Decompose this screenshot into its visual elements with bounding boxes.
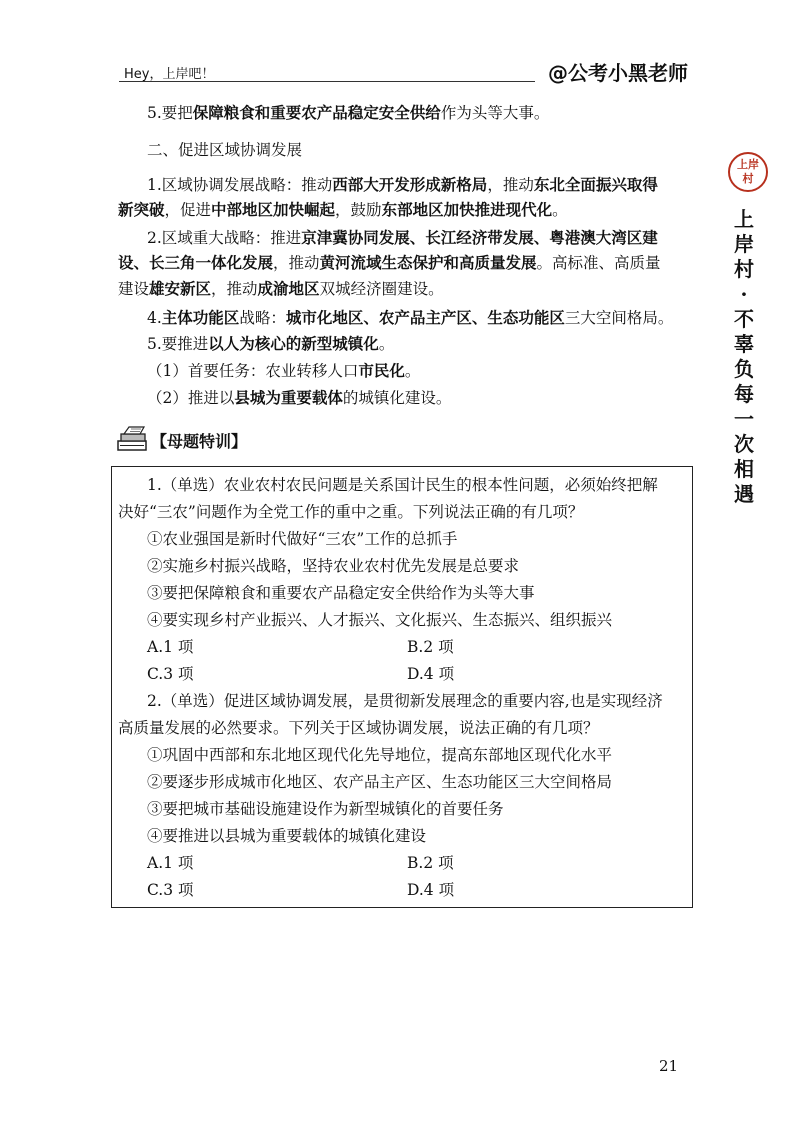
body-line <box>147 226 658 248</box>
body-line <box>147 359 420 381</box>
text-run: 4. <box>147 309 162 327</box>
bold-run: 主体功能区 <box>161 308 240 327</box>
text-run: （2）推进以 <box>147 389 235 407</box>
bold-run: 县城为重要载体 <box>234 388 343 407</box>
question-stem: 高质量发展的必然要求。下列关于区域协调发展，说法正确的有几项？ <box>118 719 599 737</box>
bold-run: 东部地区加快推进现代化 <box>381 200 553 219</box>
side-logo <box>728 152 768 192</box>
bold-run: 设、长三角一体化发展 <box>118 253 274 272</box>
bold-run: 保障粮食和重要农产品稳定安全供给 <box>192 103 441 122</box>
statement: ④要推进以县城为重要载体的城镇化建设 <box>147 827 427 845</box>
body-line <box>147 101 549 123</box>
answer-option: A.1 项 <box>147 638 194 656</box>
body-line <box>118 277 444 299</box>
text-run: 。 <box>552 201 568 219</box>
books-icon <box>116 424 150 454</box>
side-slogan-char: 辜 <box>734 332 754 356</box>
text-run: 1.区域协调发展战略：推动 <box>147 176 333 194</box>
bold-run: 京津冀协同发展、长江经济带发展、粤港澳大湾区建 <box>301 228 658 247</box>
side-logo-bottom-text: 村 <box>742 172 754 185</box>
bold-run: 东北全面振兴取得 <box>533 175 658 194</box>
bold-run: 以人为核心的新型城镇化 <box>208 334 379 353</box>
text-run: ，推动 <box>273 254 320 272</box>
statement: ③要把保障粮食和重要农产品稳定安全供给作为头等大事 <box>147 584 535 602</box>
answer-option: C.3 项 <box>147 881 194 899</box>
statement: ②要逐步形成城市化地区、农产品主产区、生态功能区三大空间格局 <box>147 773 613 791</box>
bold-run: 新突破 <box>118 200 165 219</box>
body-line <box>147 332 394 354</box>
side-slogan-char: 不 <box>734 307 754 331</box>
text-run: ，推动 <box>211 280 258 298</box>
text-run: 。 <box>378 335 395 353</box>
bold-run: 中部地区加快崛起 <box>211 200 336 219</box>
bold-run: 成渝地区 <box>257 279 320 298</box>
body-line <box>147 173 658 195</box>
section-heading: 二、促进区域协调发展 <box>147 141 303 159</box>
text-run: 5.要把 <box>147 104 193 122</box>
question-stem: 2.（单选）促进区域协调发展，是贯彻新发展理念的重要内容,也是实现经济 <box>147 692 663 710</box>
answer-option: D.4 项 <box>407 665 455 683</box>
bold-run: 城市化地区、农产品主产区、生态功能区 <box>285 308 565 327</box>
answer-option: B.2 项 <box>407 854 454 872</box>
answer-option: A.1 项 <box>147 854 194 872</box>
side-slogan-char: 村 <box>734 257 754 281</box>
text-run: 的城镇化建设。 <box>342 389 452 407</box>
statement: ①农业强国是新时代做好“三农”工作的总抓手 <box>147 530 458 548</box>
header-rule <box>119 81 535 82</box>
question-stem: 决好“三农”问题作为全党工作的重中之重。下列说法正确的有几项？ <box>118 503 584 521</box>
body-line <box>147 306 673 328</box>
text-run: （1）首要任务：农业转移人口 <box>147 362 359 380</box>
header-left-text: Hey，上岸吧！ <box>124 67 215 82</box>
side-slogan-char: 负 <box>734 357 754 381</box>
body-line <box>118 198 568 220</box>
side-slogan-char: 每 <box>734 382 754 406</box>
bold-run: 黄河流域生态保护和高质量发展 <box>319 253 537 272</box>
text-run: 建设 <box>118 280 150 298</box>
text-run: 5.要推进 <box>147 335 209 353</box>
side-slogan-char: 上 <box>734 207 754 231</box>
body-line <box>118 251 661 273</box>
statement: ③要把城市基础设施建设作为新型城镇化的首要任务 <box>147 800 504 818</box>
text-run: 。 <box>404 362 421 380</box>
text-run: 作为头等大事。 <box>440 104 550 122</box>
text-run: 三大空间格局。 <box>564 309 674 327</box>
statement: ④要实现乡村产业振兴、人才振兴、文化振兴、生态振兴、组织振兴 <box>147 611 613 629</box>
header-author: @公考小黑老师 <box>548 61 688 85</box>
side-slogan-char: 次 <box>734 432 754 456</box>
side-slogan-char: · <box>740 282 748 306</box>
statement: ②实施乡村振兴战略，坚持农业农村优先发展是总要求 <box>147 557 520 575</box>
text-run: 双城经济圈建设。 <box>319 280 444 298</box>
body-line <box>147 386 451 408</box>
text-run: ，促进 <box>164 201 212 219</box>
side-slogan <box>733 207 755 507</box>
section-title: 【母题特训】 <box>151 432 248 451</box>
answer-option: D.4 项 <box>407 881 455 899</box>
bold-run: 雄安新区 <box>149 279 212 298</box>
text-run: ，推动 <box>487 176 534 194</box>
answer-option: B.2 项 <box>407 638 454 656</box>
question-stem: 1.（单选）农业农村农民问题是关系国计民生的根本性问题，必须始终把解 <box>147 476 658 494</box>
side-slogan-char: 遇 <box>734 482 754 506</box>
side-logo-top-text: 上岸 <box>737 158 759 171</box>
bold-run: 市民化 <box>358 361 405 380</box>
answer-option: C.3 项 <box>147 665 194 683</box>
text-run: 战略： <box>239 309 286 327</box>
text-run: 。高标准、高质量 <box>536 254 661 272</box>
side-slogan-char: 一 <box>734 407 754 431</box>
bold-run: 西部大开发形成新格局 <box>332 175 488 194</box>
side-slogan-char: 相 <box>734 457 754 481</box>
side-slogan-char: 岸 <box>734 232 754 256</box>
page-number: 21 <box>659 1057 679 1075</box>
text-run: ，鼓励 <box>335 201 382 219</box>
text-run: 2.区域重大战略：推进 <box>147 229 302 247</box>
statement: ①巩固中西部和东北地区现代化先导地位，提高东部地区现代化水平 <box>147 746 613 764</box>
